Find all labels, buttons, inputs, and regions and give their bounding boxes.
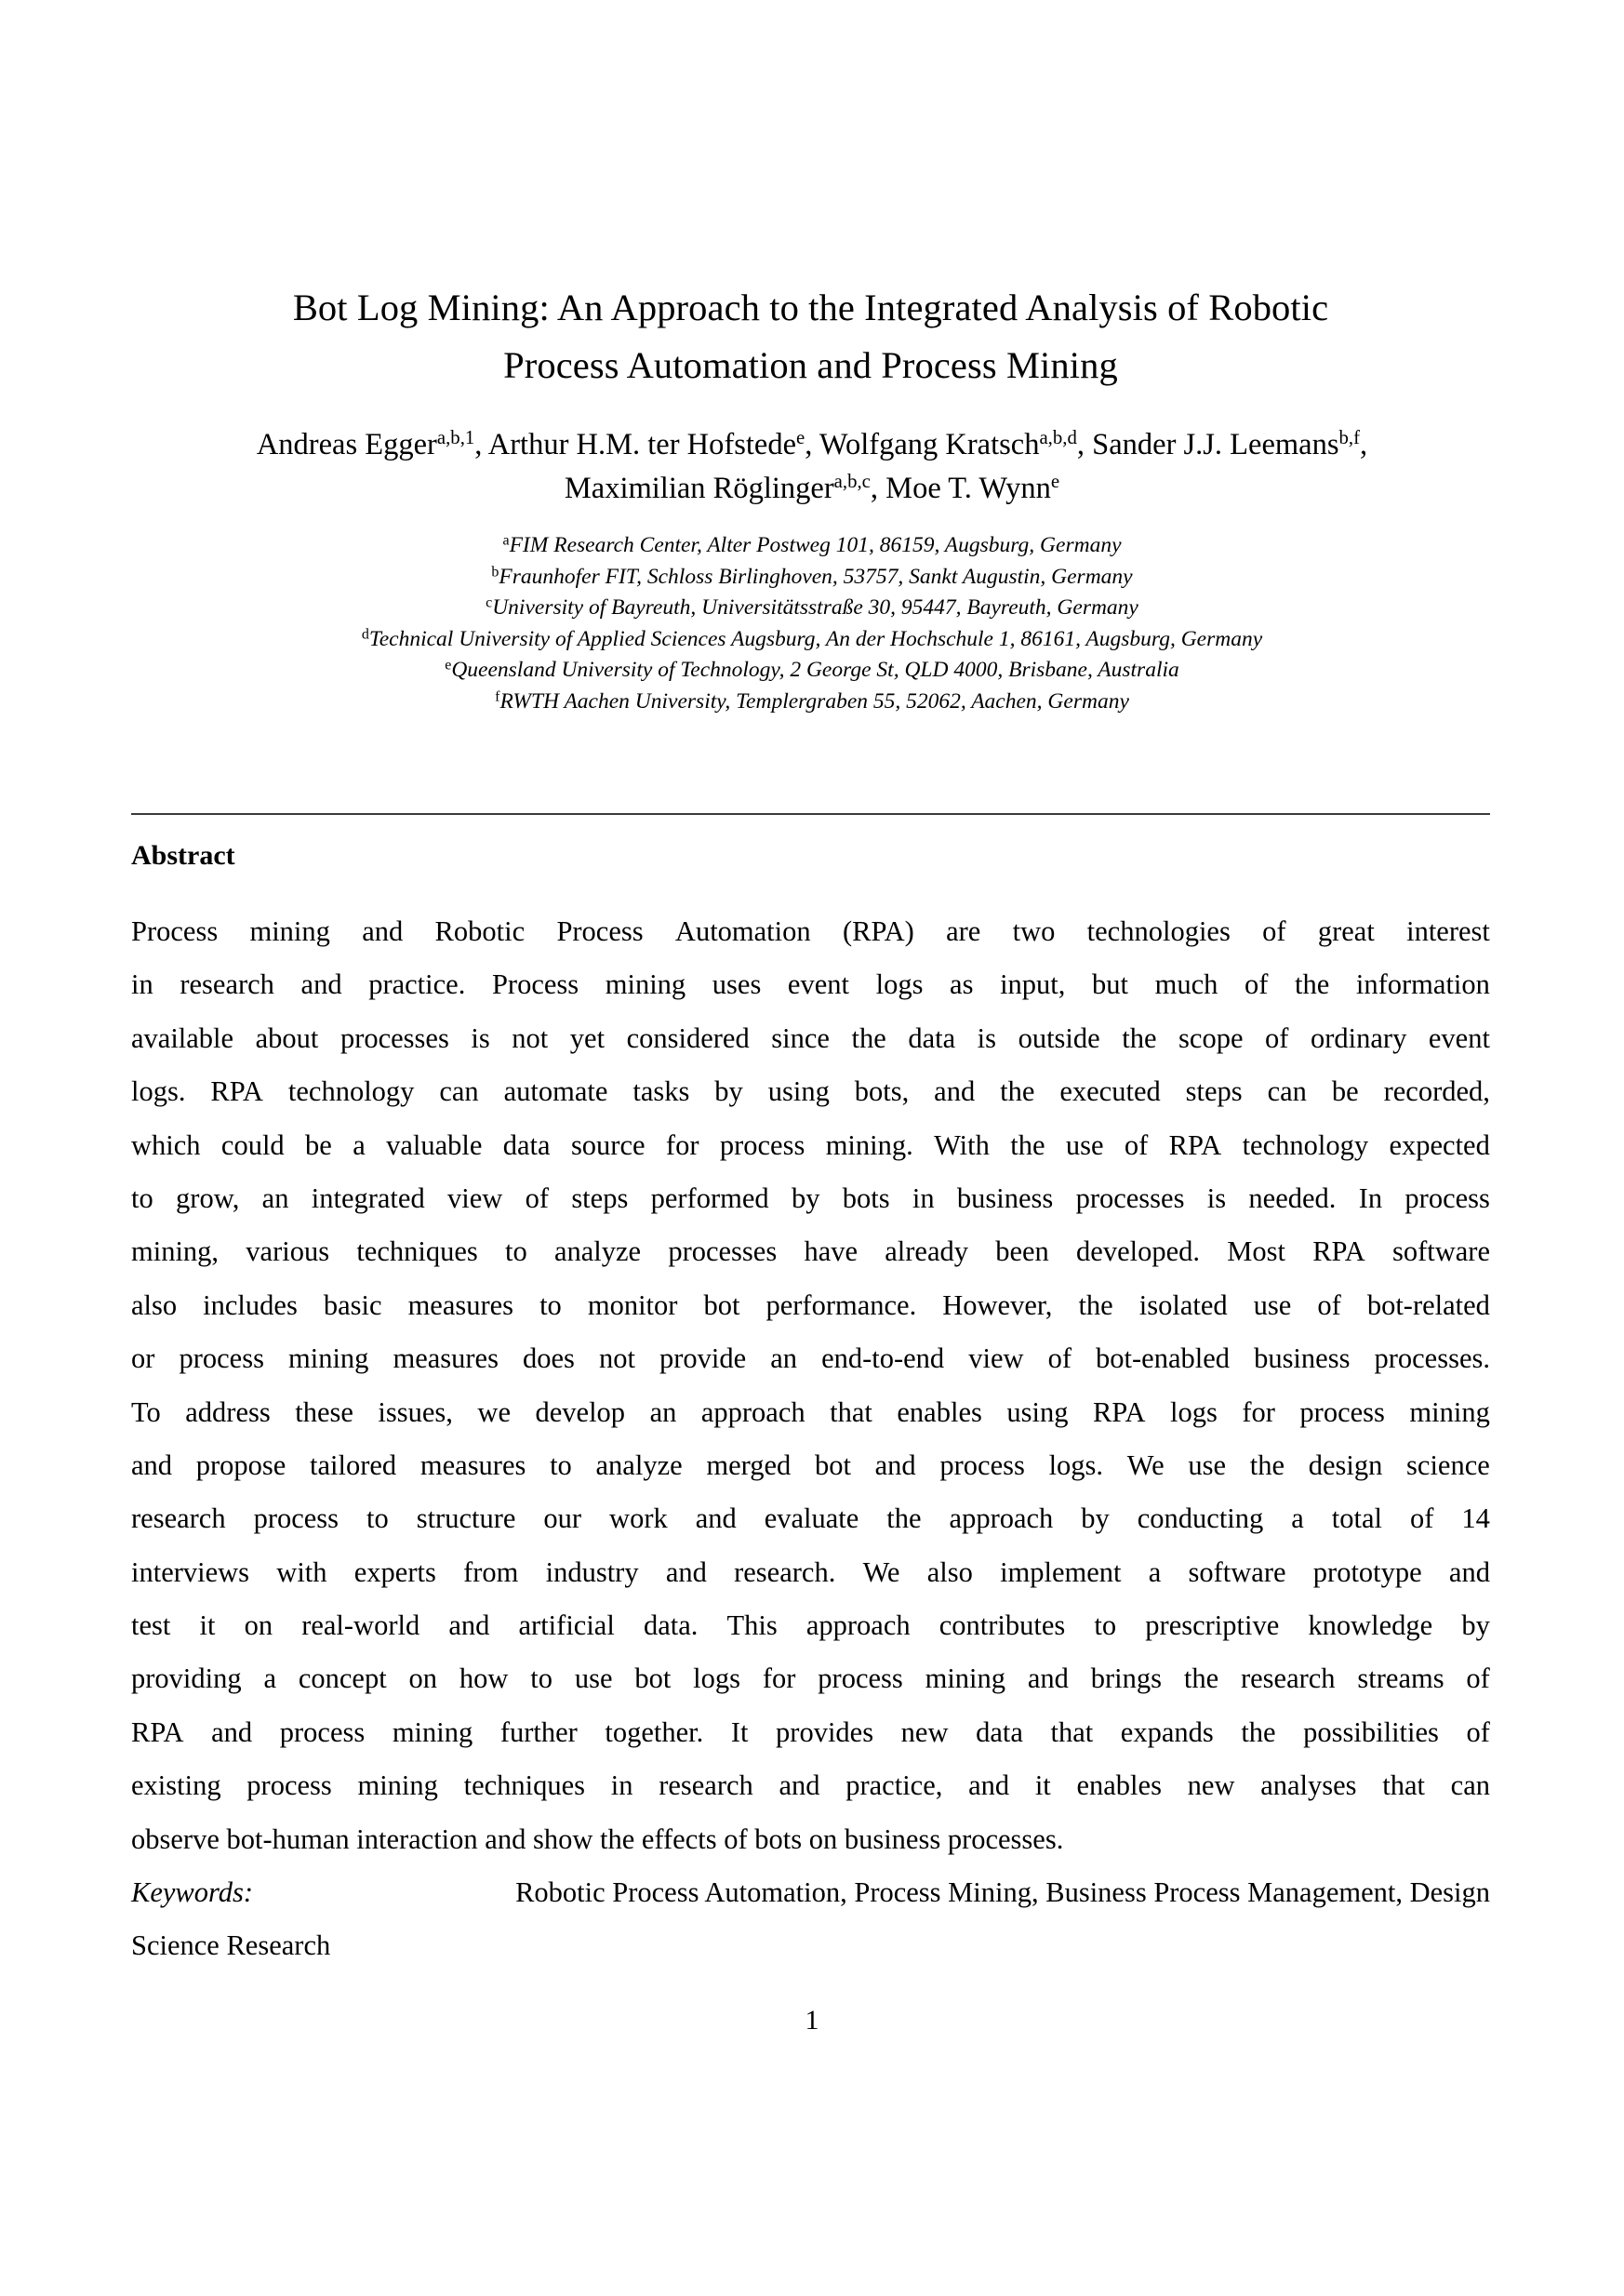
abstract-line: To address these issues, we develop an approach that enables using RPA logs for process mining	[131, 1395, 1490, 1428]
affiliation-text-b: Fraunhofer FIT, Schloss Birlinghoven, 53757, Sankt Augustin, Germany	[499, 564, 1133, 589]
abstract-line: also includes basic measures to monitor bot performance. However, the isolated use of bot-related	[131, 1288, 1490, 1321]
affiliation-a	[102, 530, 1522, 562]
abstract-line: RPA and process mining further together. It provides new data that expands the possibilities of	[131, 1715, 1490, 1748]
affiliation-d	[102, 624, 1522, 656]
title-line-2: Process Automation and Process Mining	[503, 344, 1118, 386]
abstract-body	[131, 905, 1490, 1973]
abstract-line: which could be a valuable data source for process mining. With the use of RPA technology expected	[131, 1128, 1490, 1161]
affiliation-marker-d: d	[361, 625, 369, 642]
affiliation-text-a: FIM Research Center, Alter Postweg 101, 86159, Augsburg, Germany	[509, 533, 1122, 557]
affiliation-f	[102, 687, 1522, 718]
affiliation-text-f: RWTH Aachen University, Templergraben 55, 52062, Aachen, Germany	[499, 688, 1129, 714]
affiliation-c	[102, 593, 1522, 624]
keywords-line: Science Research	[131, 1929, 331, 1962]
affiliation-text-e: Queensland University of Technology, 2 George St, QLD 4000, Brisbane, Australia	[451, 658, 1179, 682]
affiliation-text-d: Technical University of Applied Sciences Augsburg, An der Hochschule 1, 86161, Augsburg, Germany	[368, 626, 1263, 651]
abstract-line: in research and practice. Process mining uses event logs as input, but much of the information	[131, 968, 1490, 1001]
paper-title	[131, 279, 1490, 394]
abstract-line: to grow, an integrated view of steps performed by bots in business processes is needed. In process	[131, 1181, 1490, 1214]
abstract-line: and propose tailored measures to analyze merged bot and process logs. We use the design science	[131, 1448, 1490, 1481]
affiliation-list	[102, 530, 1522, 717]
affiliation-e	[102, 655, 1522, 687]
affiliation-marker-a: a	[502, 532, 510, 549]
affiliation-marker-c: c	[486, 594, 493, 611]
abstract-line: observe bot-human interaction and show the effects of bots on business processes.	[131, 1822, 1064, 1855]
keywords-label: Keywords:	[131, 1876, 254, 1909]
abstract-line: existing process mining techniques in research and practice, and it enables new analyses that can	[131, 1769, 1490, 1802]
affiliation-marker-b: b	[491, 563, 499, 580]
affiliation-marker-f: f	[495, 687, 500, 704]
author-line-1: Andreas Egger$^{a,b,1}$, Arthur H.M. ter Hofstede$^e$, Wolfgang Kratsch$^{a,b,d}$, Sander J.J. Leemans$^{b,f}$,	[256, 427, 1368, 461]
affiliation-marker-e: e	[445, 657, 452, 674]
affiliation-b	[102, 562, 1522, 594]
abstract-line: or process mining measures does not provide an end-to-end view of bot-enabled business processes.	[131, 1342, 1490, 1375]
abstract-line: providing a concept on how to use bot logs for process mining and brings the research streams of	[131, 1662, 1490, 1695]
abstract-line: logs. RPA technology can automate tasks by using bots, and the executed steps can be recorded,	[131, 1075, 1490, 1108]
page-number: 1	[805, 2005, 819, 2036]
abstract-line: available about processes is not yet considered since the data is outside the scope of ordinary event	[131, 1021, 1490, 1054]
keywords-line	[131, 1866, 1490, 1919]
abstract-line: test it on real-world and artificial data. This approach contributes to prescriptive knowledge by	[131, 1609, 1490, 1642]
title-line-1: Bot Log Mining: An Approach to the Integrated Analysis of Robotic	[292, 287, 1329, 328]
abstract-line: mining, various techniques to analyze processes have already been developed. Most RPA software	[131, 1235, 1490, 1268]
affiliation-text-c: University of Bayreuth, Universitätsstraße 30, 95447, Bayreuth, Germany	[492, 595, 1138, 620]
author-list	[102, 423, 1522, 511]
abstract-heading: Abstract	[131, 840, 235, 871]
abstract-line: Process mining and Robotic Process Automation (RPA) are two technologies of great interest	[131, 915, 1490, 947]
abstract-line: research process to structure our work and evaluate the approach by conducting a total of 14	[131, 1502, 1490, 1535]
author-line-2: Maximilian Röglinger$^{a,b,c}$, Moe T. Wynn$^e$	[564, 471, 1060, 505]
horizontal-rule	[131, 813, 1490, 815]
abstract-line: interviews with experts from industry and research. We also implement a software prototype and	[131, 1555, 1490, 1588]
keywords-text: Robotic Process Automation, Process Mining, Business Process Management, Design	[515, 1876, 1490, 1909]
